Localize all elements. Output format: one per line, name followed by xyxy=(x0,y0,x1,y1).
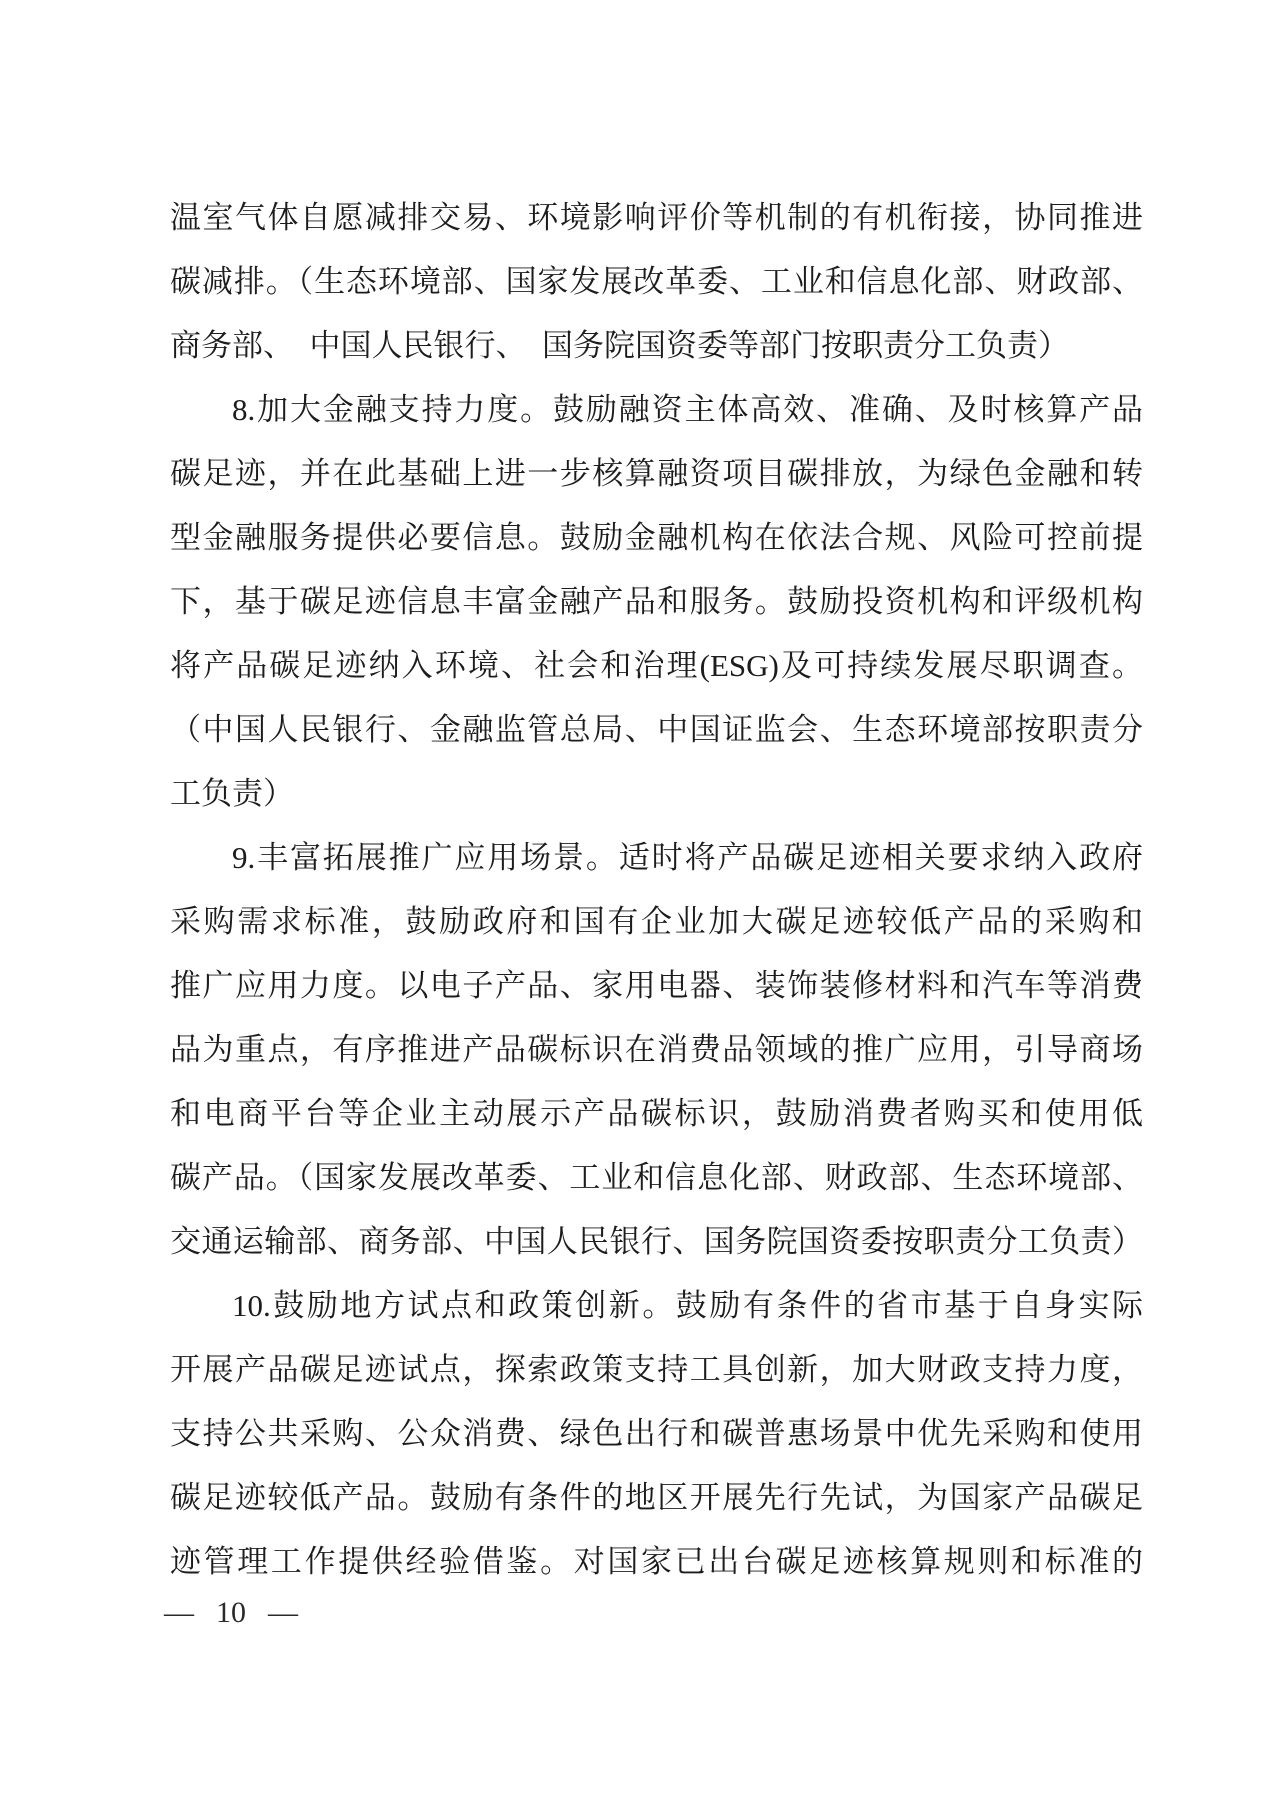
text-line: 采购需求标准，鼓励政府和国有企业加大碳足迹较低产品的采购和 xyxy=(170,904,1143,939)
page-number-value: 10 xyxy=(216,1596,246,1629)
text-line-paragraph-10-start: 10.鼓励地方试点和政策创新。鼓励有条件的省市基于自身实际 xyxy=(232,1288,1143,1323)
document-body xyxy=(170,186,1143,1594)
text-line: 和电商平台等企业主动展示产品碳标识，鼓励消费者购买和使用低 xyxy=(170,1096,1143,1131)
text-line: （中国人民银行、金融监管总局、中国证监会、生态环境部按职责分 xyxy=(170,712,1143,747)
text-line: 碳减排。（生态环境部、国家发展改革委、工业和信息化部、财政部、 xyxy=(170,264,1143,299)
text-line: 迹管理工作提供经验借鉴。对国家已出台碳足迹核算规则和标准的 xyxy=(170,1544,1143,1579)
page-number-dash-right: — xyxy=(268,1596,298,1629)
text-line: 将产品碳足迹纳入环境、社会和治理(ESG)及可持续发展尽职调查。 xyxy=(170,648,1143,683)
page-number xyxy=(164,1594,298,1632)
text-line-paragraph-9-start: 9.丰富拓展推广应用场景。适时将产品碳足迹相关要求纳入政府 xyxy=(232,840,1143,875)
text-line: 开展产品碳足迹试点，探索政策支持工具创新，加大财政支持力度， xyxy=(170,1352,1143,1387)
text-line: 交通运输部、商务部、中国人民银行、国务院国资委按职责分工负责） xyxy=(170,1224,1143,1259)
text-line: 下，基于碳足迹信息丰富金融产品和服务。鼓励投资机构和评级机构 xyxy=(170,584,1143,619)
text-line: 工负责） xyxy=(170,776,294,811)
text-line: 商务部、 中国人民银行、 国务院国资委等部门按职责分工负责） xyxy=(170,328,1069,363)
text-line-paragraph-8-start: 8.加大金融支持力度。鼓励融资主体高效、准确、及时核算产品 xyxy=(232,392,1143,427)
text-line: 碳足迹较低产品。鼓励有条件的地区开展先行先试，为国家产品碳足 xyxy=(170,1480,1143,1515)
text-line: 支持公共采购、公众消费、绿色出行和碳普惠场景中优先采购和使用 xyxy=(170,1416,1143,1451)
text-line: 温室气体自愿减排交易、环境影响评价等机制的有机衔接，协同推进 xyxy=(170,200,1143,235)
text-line: 碳产品。（国家发展改革委、工业和信息化部、财政部、生态环境部、 xyxy=(170,1160,1143,1195)
text-line: 碳足迹，并在此基础上进一步核算融资项目碳排放，为绿色金融和转 xyxy=(170,456,1143,491)
text-line: 品为重点，有序推进产品碳标识在消费品领域的推广应用，引导商场 xyxy=(170,1032,1143,1067)
text-line: 型金融服务提供必要信息。鼓励金融机构在依法合规、风险可控前提 xyxy=(170,520,1143,555)
page-number-dash-left: — xyxy=(164,1596,194,1629)
text-line: 推广应用力度。以电子产品、家用电器、装饰装修材料和汽车等消费 xyxy=(170,968,1143,1003)
